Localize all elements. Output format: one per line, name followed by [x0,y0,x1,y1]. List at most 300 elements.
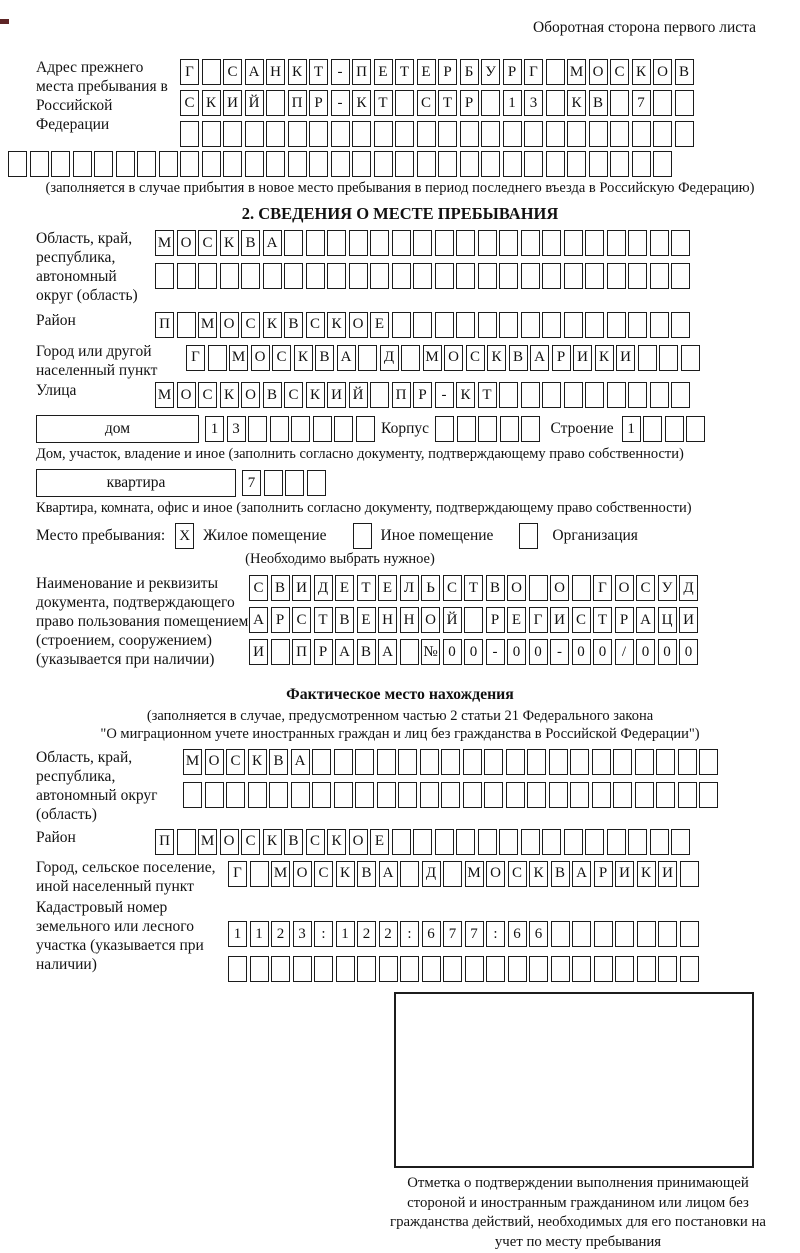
char-box[interactable]: В [241,230,260,256]
char-box[interactable] [457,416,476,442]
char-box[interactable] [413,263,432,289]
char-box[interactable]: Н [266,59,285,85]
char-box[interactable] [291,416,310,442]
char-box[interactable] [226,782,245,808]
char-box[interactable]: Р [552,345,571,371]
char-box[interactable] [658,956,677,982]
char-box[interactable]: 0 [636,639,655,665]
char-box[interactable] [413,829,432,855]
char-box[interactable]: В [284,312,303,338]
char-box[interactable] [503,151,522,177]
char-box[interactable] [637,921,656,947]
char-box[interactable] [306,263,325,289]
char-box[interactable] [443,956,462,982]
char-box[interactable] [546,59,565,85]
char-box[interactable]: С [572,607,591,633]
char-box[interactable] [592,782,611,808]
char-box[interactable] [551,921,570,947]
char-box[interactable]: 3 [227,416,246,442]
char-box[interactable]: Р [594,861,613,887]
char-box[interactable]: С [284,382,303,408]
char-box[interactable] [615,921,634,947]
char-box[interactable]: 1 [250,921,269,947]
char-box[interactable]: К [288,59,307,85]
char-box[interactable]: В [284,829,303,855]
char-box[interactable]: Е [335,575,354,601]
char-box[interactable] [51,151,70,177]
char-box[interactable] [177,829,196,855]
char-box[interactable] [250,956,269,982]
char-box[interactable]: И [573,345,592,371]
char-box[interactable]: С [198,230,217,256]
char-box[interactable] [463,749,482,775]
char-box[interactable]: 0 [464,639,483,665]
char-box[interactable]: О [241,382,260,408]
char-box[interactable] [443,861,462,887]
char-box[interactable]: К [529,861,548,887]
char-box[interactable] [400,956,419,982]
char-box[interactable]: В [271,575,290,601]
char-box[interactable]: - [435,382,454,408]
char-box[interactable]: Г [228,861,247,887]
char-box[interactable]: А [263,230,282,256]
char-box[interactable]: О [507,575,526,601]
char-box[interactable] [205,782,224,808]
char-box[interactable]: О [589,59,608,85]
char-box[interactable] [456,829,475,855]
char-box[interactable] [570,782,589,808]
char-box[interactable]: О [444,345,463,371]
char-box[interactable] [116,151,135,177]
char-box[interactable] [478,829,497,855]
char-box[interactable] [438,151,457,177]
char-box[interactable] [615,956,634,982]
char-box[interactable]: И [616,345,635,371]
char-box[interactable] [551,956,570,982]
char-box[interactable] [30,151,49,177]
char-box[interactable]: О [220,829,239,855]
char-box[interactable] [653,121,672,147]
char-box[interactable] [680,956,699,982]
char-box[interactable]: Г [524,59,543,85]
char-box[interactable]: К [263,312,282,338]
char-box[interactable]: Т [438,90,457,116]
char-box[interactable]: О [293,861,312,887]
char-box[interactable] [356,416,375,442]
char-box[interactable]: Д [679,575,698,601]
char-box[interactable]: 2 [271,921,290,947]
char-box[interactable] [671,829,690,855]
char-box[interactable]: И [327,382,346,408]
char-box[interactable]: У [481,59,500,85]
char-box[interactable]: Р [314,639,333,665]
char-box[interactable]: М [465,861,484,887]
char-box[interactable]: / [615,639,634,665]
char-box[interactable] [572,921,591,947]
char-box[interactable]: М [198,829,217,855]
char-box[interactable] [377,782,396,808]
char-box[interactable]: 6 [422,921,441,947]
char-box[interactable]: Т [593,607,612,633]
char-box[interactable] [377,749,396,775]
char-box[interactable] [607,829,626,855]
char-box[interactable]: 1 [622,416,641,442]
char-box[interactable]: А [245,59,264,85]
char-box[interactable] [585,312,604,338]
char-box[interactable]: С [198,382,217,408]
char-box[interactable]: С [610,59,629,85]
char-box[interactable] [460,151,479,177]
char-box[interactable] [438,121,457,147]
char-box[interactable] [678,782,697,808]
char-box[interactable]: У [658,575,677,601]
char-box[interactable] [288,151,307,177]
char-box[interactable] [527,782,546,808]
char-box[interactable]: А [636,607,655,633]
char-box[interactable] [506,782,525,808]
char-box[interactable] [613,749,632,775]
char-box[interactable] [499,312,518,338]
char-box[interactable] [686,416,705,442]
char-box[interactable]: М [183,749,202,775]
char-box[interactable] [592,749,611,775]
char-box[interactable] [334,416,353,442]
char-box[interactable] [8,151,27,177]
char-box[interactable]: К [456,382,475,408]
char-box[interactable] [270,416,289,442]
char-box[interactable]: Д [314,575,333,601]
char-box[interactable] [650,263,669,289]
char-box[interactable] [546,121,565,147]
char-box[interactable] [269,782,288,808]
char-box[interactable] [306,230,325,256]
char-box[interactable]: И [292,575,311,601]
char-box[interactable] [521,230,540,256]
char-box[interactable]: С [292,607,311,633]
char-box[interactable]: К [327,829,346,855]
char-box[interactable] [499,382,518,408]
char-box[interactable]: 1 [205,416,224,442]
char-box[interactable]: С [417,90,436,116]
char-box[interactable]: К [202,90,221,116]
char-box[interactable]: А [335,639,354,665]
char-box[interactable] [484,749,503,775]
char-box[interactable]: Р [271,607,290,633]
checkbox-organization[interactable] [519,523,538,549]
char-box[interactable]: С [314,861,333,887]
char-box[interactable] [379,956,398,982]
char-box[interactable] [398,782,417,808]
char-box[interactable] [180,121,199,147]
char-box[interactable] [392,312,411,338]
char-box[interactable] [334,782,353,808]
char-box[interactable] [607,312,626,338]
char-box[interactable] [653,90,672,116]
char-box[interactable]: Т [314,607,333,633]
char-box[interactable] [208,345,227,371]
char-box[interactable]: Н [400,607,419,633]
char-box[interactable] [395,121,414,147]
char-box[interactable]: 2 [379,921,398,947]
char-box[interactable] [486,956,505,982]
char-box[interactable] [420,782,439,808]
char-box[interactable]: П [292,639,311,665]
char-box[interactable] [628,382,647,408]
char-box[interactable] [352,151,371,177]
char-box[interactable] [401,345,420,371]
checkbox-other-premises[interactable] [353,523,372,549]
char-box[interactable] [680,921,699,947]
char-box[interactable]: Б [460,59,479,85]
char-box[interactable]: Р [503,59,522,85]
char-box[interactable]: С [306,312,325,338]
char-box[interactable]: : [400,921,419,947]
char-box[interactable]: С [508,861,527,887]
char-box[interactable] [610,90,629,116]
char-box[interactable]: С [443,575,462,601]
char-box[interactable] [334,749,353,775]
char-box[interactable] [202,121,221,147]
char-box[interactable]: М [198,312,217,338]
char-box[interactable] [478,312,497,338]
char-box[interactable]: 1 [336,921,355,947]
char-box[interactable]: В [335,607,354,633]
char-box[interactable] [271,639,290,665]
char-box[interactable] [680,861,699,887]
char-box[interactable] [665,416,684,442]
char-box[interactable] [589,121,608,147]
char-box[interactable]: С [241,829,260,855]
char-box[interactable] [656,782,675,808]
char-box[interactable] [632,121,651,147]
char-box[interactable]: № [421,639,440,665]
char-box[interactable] [400,639,419,665]
char-box[interactable] [420,749,439,775]
char-box[interactable] [499,230,518,256]
char-box[interactable]: О [177,230,196,256]
char-box[interactable]: Д [380,345,399,371]
char-box[interactable]: И [658,861,677,887]
char-box[interactable]: Е [357,607,376,633]
char-box[interactable] [628,230,647,256]
char-box[interactable]: П [352,59,371,85]
char-box[interactable]: К [637,861,656,887]
char-box[interactable] [610,121,629,147]
char-box[interactable] [478,263,497,289]
char-box[interactable] [349,263,368,289]
char-box[interactable] [465,956,484,982]
char-box[interactable] [248,782,267,808]
char-box[interactable] [628,312,647,338]
char-box[interactable]: 3 [293,921,312,947]
char-box[interactable]: 7 [465,921,484,947]
char-box[interactable] [223,151,242,177]
char-box[interactable] [202,59,221,85]
char-box[interactable]: К [294,345,313,371]
char-box[interactable]: С [223,59,242,85]
char-box[interactable] [572,575,591,601]
char-box[interactable]: С [466,345,485,371]
char-box[interactable] [266,90,285,116]
char-box[interactable]: Л [400,575,419,601]
char-box[interactable]: Ь [421,575,440,601]
char-box[interactable] [398,749,417,775]
char-box[interactable]: Т [357,575,376,601]
char-box[interactable]: И [249,639,268,665]
char-box[interactable] [658,921,677,947]
char-box[interactable] [699,782,718,808]
char-box[interactable]: С [306,829,325,855]
char-box[interactable] [681,345,700,371]
char-box[interactable]: Г [529,607,548,633]
char-box[interactable] [245,151,264,177]
char-box[interactable] [650,829,669,855]
char-box[interactable]: Т [478,382,497,408]
char-box[interactable]: 0 [679,639,698,665]
char-box[interactable]: В [357,861,376,887]
char-box[interactable] [594,921,613,947]
char-box[interactable] [481,151,500,177]
char-box[interactable] [572,956,591,982]
char-box[interactable] [223,121,242,147]
char-box[interactable]: И [550,607,569,633]
char-box[interactable] [355,749,374,775]
char-box[interactable] [331,151,350,177]
char-box[interactable] [610,151,629,177]
char-box[interactable] [542,829,561,855]
char-box[interactable] [659,345,678,371]
char-box[interactable]: В [551,861,570,887]
char-box[interactable]: Р [413,382,432,408]
char-box[interactable]: К [567,90,586,116]
char-box[interactable] [392,829,411,855]
char-box[interactable]: О [349,829,368,855]
char-box[interactable]: 0 [658,639,677,665]
char-box[interactable]: А [572,861,591,887]
char-box[interactable] [456,230,475,256]
char-box[interactable] [567,151,586,177]
char-box[interactable] [607,382,626,408]
char-box[interactable] [675,121,694,147]
char-box[interactable] [628,263,647,289]
char-box[interactable] [564,829,583,855]
char-box[interactable] [478,416,497,442]
char-box[interactable]: Р [438,59,457,85]
char-box[interactable] [177,263,196,289]
char-box[interactable] [478,230,497,256]
char-box[interactable] [567,121,586,147]
char-box[interactable] [285,470,304,496]
char-box[interactable]: 0 [593,639,612,665]
char-box[interactable] [250,861,269,887]
char-box[interactable]: А [291,749,310,775]
char-box[interactable] [417,121,436,147]
char-box[interactable] [549,782,568,808]
char-box[interactable] [675,90,694,116]
char-box[interactable] [392,263,411,289]
char-box[interactable]: 1 [228,921,247,947]
char-box[interactable]: А [249,607,268,633]
char-box[interactable] [499,263,518,289]
char-box[interactable]: Д [422,861,441,887]
char-box[interactable] [570,749,589,775]
char-box[interactable] [521,382,540,408]
char-box[interactable]: В [486,575,505,601]
char-box[interactable]: В [315,345,334,371]
char-box[interactable] [370,230,389,256]
char-box[interactable]: Н [378,607,397,633]
char-box[interactable]: С [272,345,291,371]
char-box[interactable]: - [331,59,350,85]
char-box[interactable]: К [327,312,346,338]
char-box[interactable] [521,312,540,338]
char-box[interactable]: 7 [443,921,462,947]
char-box[interactable]: Г [593,575,612,601]
char-box[interactable] [542,263,561,289]
char-box[interactable]: К [487,345,506,371]
char-box[interactable] [650,382,669,408]
char-box[interactable] [671,312,690,338]
house-type-box[interactable]: дом [36,415,199,443]
char-box[interactable] [678,749,697,775]
char-box[interactable] [524,121,543,147]
char-box[interactable] [464,607,483,633]
char-box[interactable] [585,382,604,408]
char-box[interactable] [643,416,662,442]
char-box[interactable] [331,121,350,147]
char-box[interactable]: Г [180,59,199,85]
char-box[interactable]: - [331,90,350,116]
char-box[interactable]: Р [460,90,479,116]
char-box[interactable] [313,416,332,442]
char-box[interactable] [542,382,561,408]
char-box[interactable] [521,829,540,855]
char-box[interactable] [327,230,346,256]
char-box[interactable]: О [486,861,505,887]
char-box[interactable]: С [226,749,245,775]
char-box[interactable] [671,382,690,408]
char-box[interactable]: В [589,90,608,116]
char-box[interactable]: О [205,749,224,775]
char-box[interactable] [613,782,632,808]
char-box[interactable]: 2 [357,921,376,947]
char-box[interactable]: : [314,921,333,947]
char-box[interactable] [671,230,690,256]
char-box[interactable] [653,151,672,177]
char-box[interactable]: П [288,90,307,116]
char-box[interactable] [699,749,718,775]
char-box[interactable]: К [336,861,355,887]
char-box[interactable] [220,263,239,289]
char-box[interactable]: О [251,345,270,371]
char-box[interactable] [288,121,307,147]
char-box[interactable] [435,263,454,289]
char-box[interactable]: В [357,639,376,665]
char-box[interactable] [241,263,260,289]
char-box[interactable] [177,312,196,338]
char-box[interactable] [248,416,267,442]
char-box[interactable] [413,312,432,338]
char-box[interactable]: Т [395,59,414,85]
char-box[interactable]: К [220,230,239,256]
char-box[interactable] [549,749,568,775]
char-box[interactable] [370,382,389,408]
char-box[interactable]: - [550,639,569,665]
char-box[interactable]: В [269,749,288,775]
char-box[interactable]: Е [417,59,436,85]
char-box[interactable]: Й [349,382,368,408]
char-box[interactable] [312,782,331,808]
